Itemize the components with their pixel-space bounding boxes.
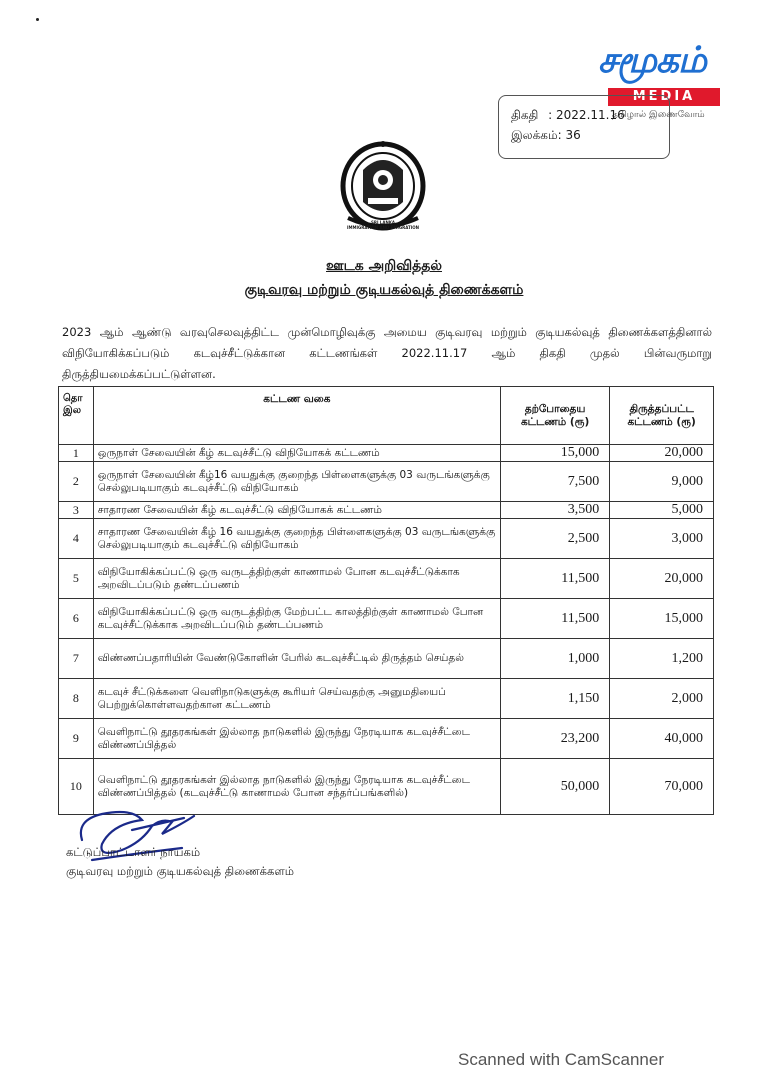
date-row	[511, 108, 625, 124]
row-no: 10	[59, 759, 94, 815]
row-no: 2	[59, 462, 94, 502]
row-desc: கடவுச் சீட்டுக்களை வெளிநாடுகளுக்கு கூரியர் செய்வதற்கு அனுமதியைப் பெற்றுக்கொள்ளவதற்கான கட்டணம்	[93, 679, 500, 719]
row-current: 11,500	[500, 559, 609, 599]
row-revised: 20,000	[610, 559, 714, 599]
row-current: 11,500	[500, 599, 609, 639]
header-type: கட்டண வகை	[93, 387, 500, 445]
row-current: 7,500	[500, 462, 609, 502]
row-revised: 5,000	[610, 502, 714, 519]
scan-speck	[36, 18, 39, 21]
row-revised: 9,000	[610, 462, 714, 502]
table-row	[59, 445, 714, 462]
notice-title: ஊடக அறிவித்தல்	[326, 258, 442, 274]
logo-word: சமூகம்	[598, 40, 706, 81]
row-no: 7	[59, 639, 94, 679]
row-revised: 40,000	[610, 719, 714, 759]
table-row	[59, 462, 714, 502]
header-no: தொ இல	[59, 387, 94, 445]
fee-table	[58, 386, 714, 815]
date-label: திகதி	[511, 108, 539, 122]
row-no: 3	[59, 502, 94, 519]
row-desc: சாதாரண சேவையின் கீழ் 16 வயதுக்கு குறைந்த பிள்ளைகளுக்கு 03 வருடங்களுக்கு செல்லுபடியாகும் கடவுச்சீட்டு விநியோகம்	[93, 519, 500, 559]
row-revised: 20,000	[610, 445, 714, 462]
table-row	[59, 719, 714, 759]
department-title: குடிவரவு மற்றும் குடியகல்வுத் திணைக்களம்	[244, 282, 524, 298]
reference-box	[498, 95, 670, 159]
row-desc: ஒருநாள் சேவையின் கீழ்16 வயதுக்கு குறைந்த பிள்ளைகளுக்கு 03 வருடங்களுக்கு செல்லுபடியாகும் கடவுச்சீட்டு விநியோகம்	[93, 462, 500, 502]
header-current: தற்போதைய கட்டணம் (ரூ)	[500, 387, 609, 445]
row-no: 9	[59, 719, 94, 759]
row-desc: விநியோகிக்கப்பட்டு ஒரு வருடத்திற்கு மேற்பட்ட காலத்திற்குள் காணாமல் போன கடவுச்சீட்டுக்காக அறவிடப்படும் தண்டப்பணம்	[93, 599, 500, 639]
row-desc: ஒருநாள் சேவையின் கீழ் கடவுச்சீட்டு விநியோகக் கட்டணம்	[93, 445, 500, 462]
row-revised: 1,200	[610, 639, 714, 679]
row-current: 15,000	[500, 445, 609, 462]
row-current: 1,150	[500, 679, 609, 719]
row-current: 3,500	[500, 502, 609, 519]
row-desc: வெளிநாட்டு தூதரகங்கள் இல்லாத நாடுகளில் இருந்து நேரடியாக கடவுச்சீட்டை விண்ணப்பித்தல்	[93, 719, 500, 759]
date-value: : 2022.11.16	[548, 108, 625, 122]
logo-tagline: தமிழால் இணைவோம்	[612, 110, 705, 120]
number-label: இலக்கம்	[511, 128, 558, 142]
table-header-row	[59, 387, 714, 445]
row-desc: வெளிநாட்டு தூதரகங்கள் இல்லாத நாடுகளில் இருந்து நேரடியாக கடவுச்சீட்டை விண்ணப்பித்தல் (கடவுச்சீட்டு காணாமல் போன சந்தர்ப்பங்களில்)	[93, 759, 500, 815]
row-no: 8	[59, 679, 94, 719]
signatory-title: கட்டுப்பாட்டாளர் நாயகம்	[66, 845, 201, 859]
table-row	[59, 679, 714, 719]
row-desc: விண்ணப்பதாரியின் வேண்டுகோளின் பேரில் கடவுச்சீட்டில் திருத்தம் செய்தல்	[93, 639, 500, 679]
table-row	[59, 599, 714, 639]
number-value: : 36	[557, 128, 581, 142]
row-no: 1	[59, 445, 94, 462]
row-revised: 15,000	[610, 599, 714, 639]
table-row	[59, 639, 714, 679]
scanner-watermark: Scanned with CamScanner	[458, 1050, 665, 1069]
department-emblem-icon	[328, 140, 438, 232]
row-current: 23,200	[500, 719, 609, 759]
table-row	[59, 559, 714, 599]
row-current: 50,000	[500, 759, 609, 815]
row-no: 5	[59, 559, 94, 599]
logo-band: MEDIA	[608, 88, 720, 106]
row-no: 6	[59, 599, 94, 639]
emblem-caption	[324, 220, 442, 230]
table-row	[59, 519, 714, 559]
number-row	[511, 128, 581, 144]
table-row	[59, 502, 714, 519]
row-desc: சாதாரண சேவையின் கீழ் கடவுச்சீட்டு விநியோகக் கட்டணம்	[93, 502, 500, 519]
row-current: 2,500	[500, 519, 609, 559]
row-no: 4	[59, 519, 94, 559]
row-desc: விநியோகிக்கப்பட்டு ஒரு வருடத்திற்குள் காணாமல் போன கடவுச்சீட்டுக்காக அறவிடப்படும் தண்டப்பணம்	[93, 559, 500, 599]
row-current: 1,000	[500, 639, 609, 679]
row-revised: 70,000	[610, 759, 714, 815]
emblem-caption-line1: SRI LANKA	[370, 220, 396, 225]
header-revised: திருத்தப்பட்ட கட்டணம் (ரூ)	[610, 387, 714, 445]
row-revised: 2,000	[610, 679, 714, 719]
row-revised: 3,000	[610, 519, 714, 559]
signatory-department: குடிவரவு மற்றும் குடியகல்வுத் திணைக்களம்	[66, 864, 295, 878]
intro-paragraph: 2023 ஆம் ஆண்டு வரவுசெலவுத்திட்ட முன்மொழிவுக்கு அமைய குடிவரவு மற்றும் குடியகல்வுத் திணைக்களத்தினால் விநியோகிக்கப்படும் கடவுச்சீட்டுக்கான கட்டணங்கள் 2022.11.17 ஆம் திகதி முதல் பின்வருமாறு திருத்தியமைக்கப்பட்டுள்ளன.	[62, 325, 712, 381]
emblem-caption-line2: IMMIGRATION AND EMIGRATION	[347, 225, 419, 230]
